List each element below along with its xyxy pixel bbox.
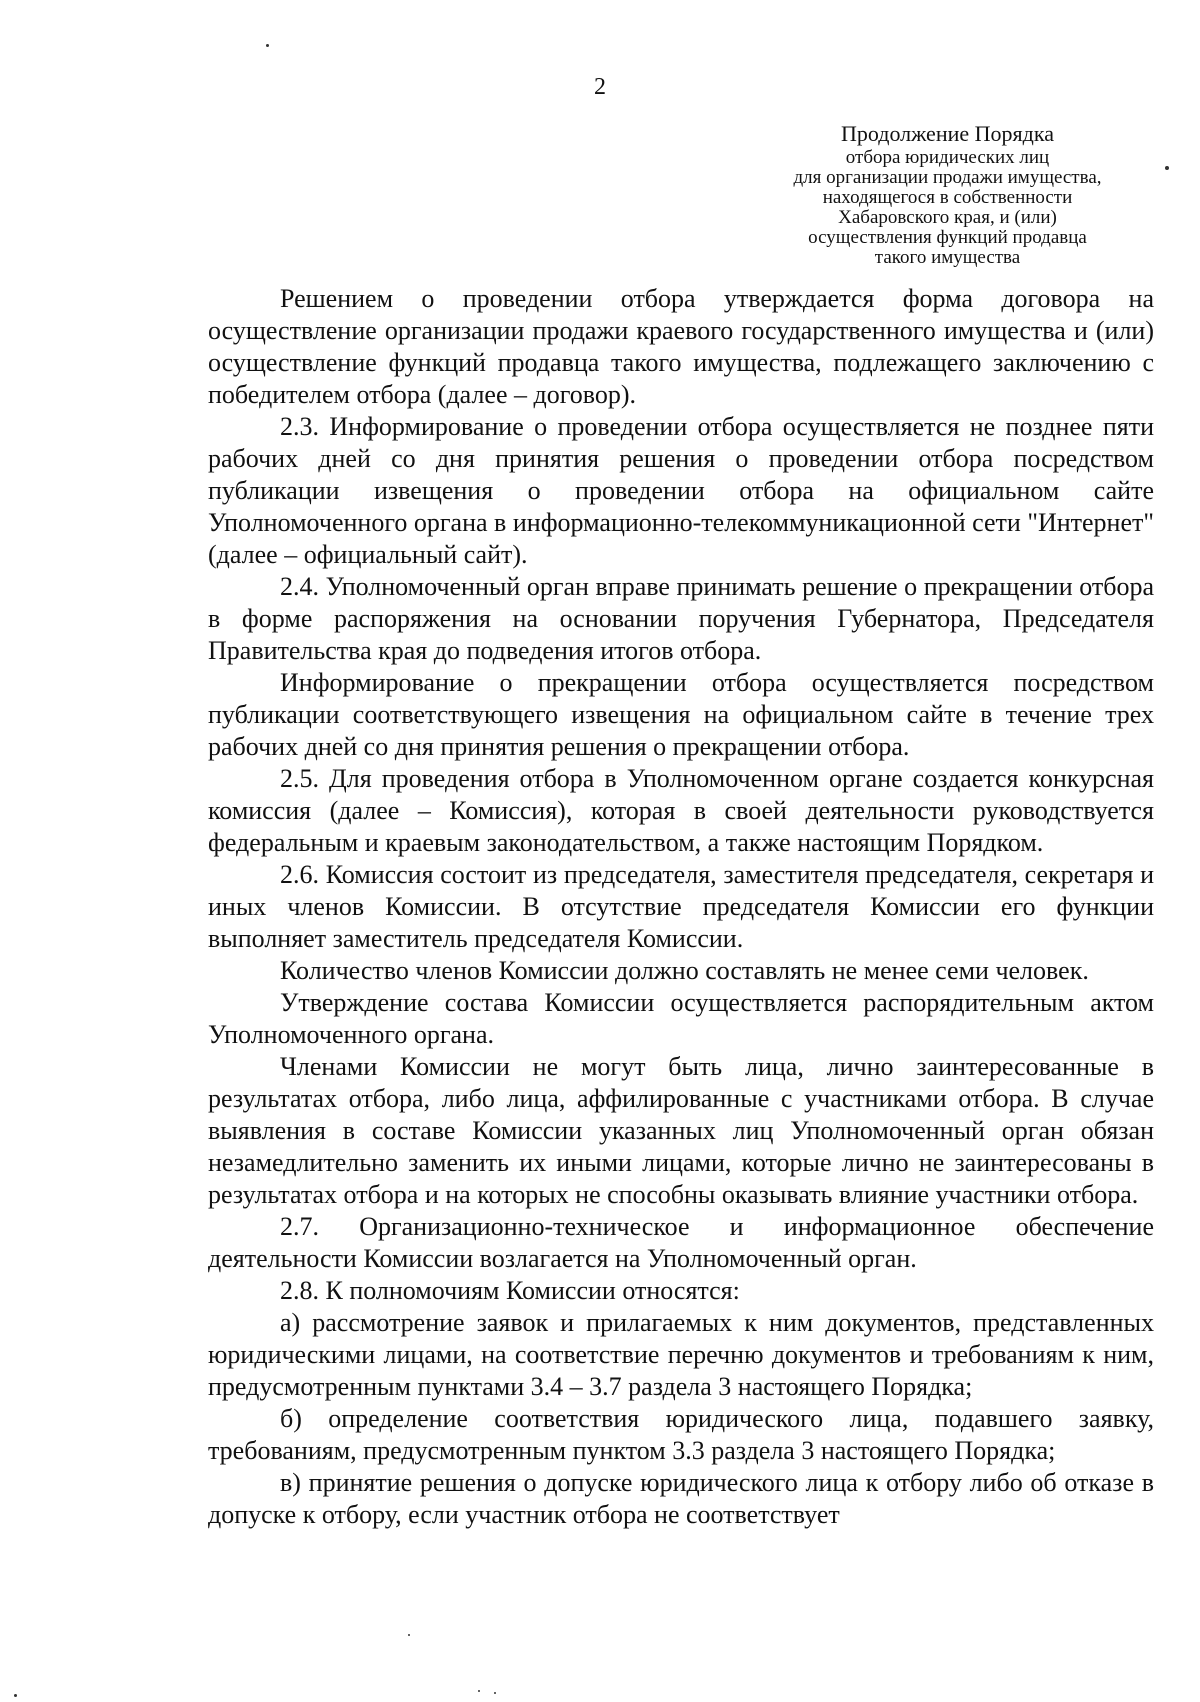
paragraph: 2.6. Комиссия состоит из председателя, заместителя председателя, секретаря и иных членов Комиссии. В отсутствие председателя Комиссии его функции выполняет заместитель председателя Комиссии.	[208, 860, 1154, 953]
paragraph: 2.8. К полномочиям Комиссии относятся:	[280, 1276, 740, 1305]
scan-speck	[494, 1692, 496, 1694]
scan-speck	[14, 1694, 17, 1697]
paragraph: Количество членов Комиссии должно составлять не менее семи человек.	[280, 956, 1089, 985]
header-line: такого имущества	[874, 247, 1021, 268]
scan-speck	[1165, 166, 1169, 170]
header-line: для организации продажи имущества,	[793, 167, 1102, 188]
scan-speck	[408, 1634, 410, 1636]
page-number: 2	[594, 74, 606, 100]
paragraph: Членами Комиссии не могут быть лица, лично заинтересованные в результатах отбора, либо лица, аффилированные с участниками отбора. В случае выявления в составе Комиссии указанных лиц Уполномоченный орган обязан незамедлительно заменить их иными лицами, которые лично не заинтересованы в результатах отбора и на которых не способны оказывать влияние участники отбора.	[208, 1052, 1154, 1209]
paragraph: а) рассмотрение заявок и прилагаемых к ним документов, представленных юридическими лицами, на соответствие перечню документов и требованиям к ним, предусмотренным пунктами 3.4 – 3.7 раздела 3 настоящего Порядка;	[208, 1308, 1154, 1401]
header-title: Продолжение Порядка	[841, 121, 1054, 146]
paragraph: 2.7. Организационно-техническое и информационное обеспечение деятельности Комиссии возлагается на Уполномоченный орган.	[208, 1212, 1154, 1273]
header-line: Хабаровского края, и (или)	[838, 207, 1057, 228]
header-line: отбора юридических лиц	[845, 147, 1050, 168]
document-body	[208, 283, 1154, 1531]
paragraph: Решением о проведении отбора утверждается форма договора на осуществление организации продажи краевого государственного имущества и (или) осуществление функций продавца такого имущества, подлежащего заключению с победителем отбора (далее – договор).	[208, 284, 1154, 409]
paragraph: в) принятие решения о допуске юридического лица к отбору либо об отказе в допуске к отбору, если участник отбора не соответствует	[208, 1468, 1154, 1529]
paragraph: 2.4. Уполномоченный орган вправе принимать решение о прекращении отбора в форме распоряжения на основании поручения Губернатора, Председателя Правительства края до подведения итогов отбора.	[208, 572, 1154, 665]
scan-speck	[478, 1690, 480, 1692]
scan-speck	[266, 44, 269, 47]
paragraph: Информирование о прекращении отбора осуществляется посредством публикации соответствующего извещения на официальном сайте в течение трех рабочих дней со дня принятия решения о прекращении отбора.	[208, 668, 1154, 761]
header-line: осуществления функций продавца	[808, 227, 1087, 248]
document-header-block	[755, 120, 1140, 268]
paragraph: 2.5. Для проведения отбора в Уполномоченном органе создается конкурсная комиссия (далее – Комиссия), которая в своей деятельности руководствуется федеральным и краевым законодательством, а также настоящим Порядком.	[208, 764, 1154, 857]
paragraph: Утверждение состава Комиссии осуществляется распорядительным актом Уполномоченного органа.	[208, 988, 1154, 1049]
paragraph: б) определение соответствия юридического лица, подавшего заявку, требованиям, предусмотренным пунктом 3.3 раздела 3 настоящего Порядка;	[208, 1404, 1154, 1465]
paragraph: 2.3. Информирование о проведении отбора осуществляется не позднее пяти рабочих дней со дня принятия решения о проведении отбора посредством публикации извещения о проведении отбора на официальном сайте Уполномоченного органа в информационно-телекоммуникационной сети "Интернет" (далее – официальный сайт).	[208, 412, 1154, 569]
header-line: находящегося в собственности	[822, 187, 1073, 208]
